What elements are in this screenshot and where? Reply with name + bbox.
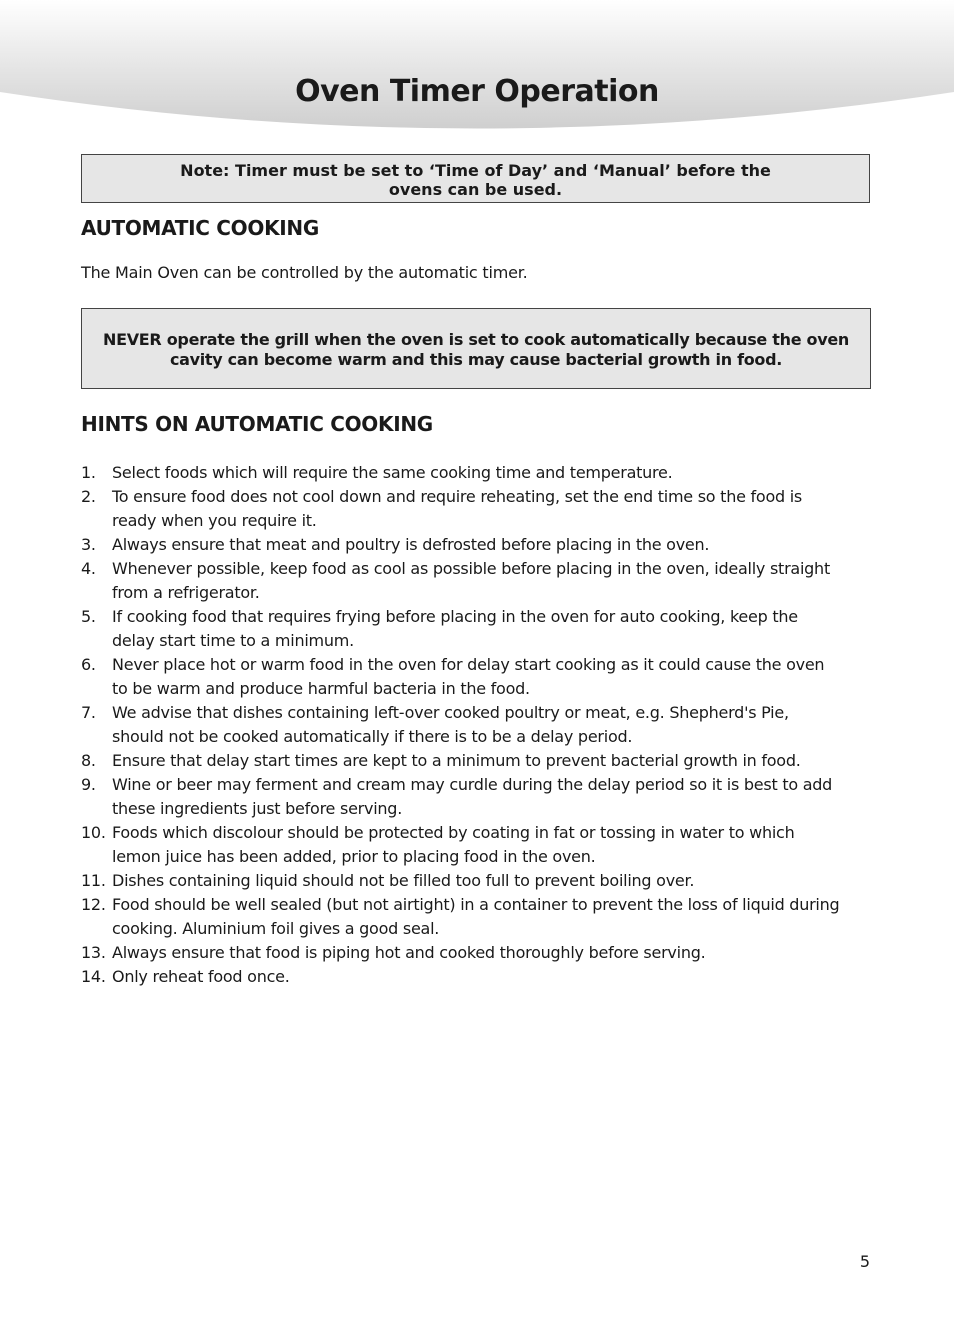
timer-note-text: Note: Timer must be set to ‘Time of Day’ and ‘Manual’ before the ovens can be used. [180, 161, 771, 199]
list-item [81, 533, 841, 557]
list-item-text: Only reheat food once. [112, 967, 290, 986]
list-item-text: Foods which discolour should be protected by coating in fat or tossing in water to which lemon juice has been added, prior to placing food in the oven. [112, 823, 795, 866]
list-item-text: Select foods which will require the same cooking time and temperature. [112, 463, 673, 482]
list-item-number: 5. [81, 607, 96, 626]
list-item-text: We advise that dishes containing left-over cooked poultry or meat, e.g. Shepherd's Pie, should not be cooked automatically if there is to be a delay period. [112, 703, 789, 746]
list-item-text: Whenever possible, keep food as cool as possible before placing in the oven, ideally straight from a refrigerator. [112, 559, 830, 602]
grill-warning-text: NEVER operate the grill when the oven is set to cook automatically because the oven cavity can become warm and this may cause bacterial growth in food. [103, 330, 849, 369]
list-item [81, 653, 841, 701]
list-item [81, 485, 841, 533]
list-item [81, 773, 841, 821]
list-item-number: 2. [81, 487, 96, 506]
list-item-number: 4. [81, 559, 96, 578]
list-item-text: Ensure that delay start times are kept to a minimum to prevent bacterial growth in food. [112, 751, 801, 770]
list-item-number: 11. [81, 871, 106, 890]
list-item [81, 821, 841, 869]
list-item-text: To ensure food does not cool down and require reheating, set the end time so the food is ready when you require it. [112, 487, 802, 530]
timer-note-box [81, 154, 870, 203]
grill-warning-box [81, 308, 871, 389]
list-item [81, 701, 841, 749]
list-item-number: 6. [81, 655, 96, 674]
list-item-number: 10. [81, 823, 106, 842]
list-item-number: 9. [81, 775, 96, 794]
list-item-text: Food should be well sealed (but not airtight) in a container to prevent the loss of liquid during cooking. Aluminium foil gives a good seal. [112, 895, 840, 938]
list-item-number: 1. [81, 463, 96, 482]
list-item-number: 14. [81, 967, 106, 986]
list-item-text: Wine or beer may ferment and cream may curdle during the delay period so it is best to add these ingredients just before serving. [112, 775, 833, 818]
list-item-number: 13. [81, 943, 106, 962]
list-item-text: Always ensure that food is piping hot and cooked thoroughly before serving. [112, 943, 706, 962]
list-item [81, 605, 841, 653]
page-number: 5 [859, 1252, 870, 1271]
list-item-text: Always ensure that meat and poultry is defrosted before placing in the oven. [112, 535, 710, 554]
list-item-number: 3. [81, 535, 96, 554]
page-title: Oven Timer Operation [295, 74, 659, 109]
list-item [81, 461, 841, 485]
list-item-number: 7. [81, 703, 96, 722]
list-item-number: 12. [81, 895, 106, 914]
list-item [81, 941, 841, 965]
header-band [0, 0, 954, 135]
list-item [81, 893, 841, 941]
list-item [81, 557, 841, 605]
automatic-cooking-intro: The Main Oven can be controlled by the automatic timer. [81, 263, 528, 282]
list-item-text: Dishes containing liquid should not be filled too full to prevent boiling over. [112, 871, 695, 890]
list-item [81, 869, 841, 893]
list-item [81, 965, 841, 989]
list-item-number: 8. [81, 751, 96, 770]
list-item-text: Never place hot or warm food in the oven for delay start cooking as it could cause the oven to be warm and produce harmful bacteria in the food. [112, 655, 825, 698]
hints-list [81, 461, 841, 989]
automatic-cooking-heading: AUTOMATIC COOKING [81, 216, 319, 240]
hints-heading: HINTS ON AUTOMATIC COOKING [81, 412, 433, 436]
list-item-text: If cooking food that requires frying before placing in the oven for auto cooking, keep the delay start time to a minimum. [112, 607, 798, 650]
list-item [81, 749, 841, 773]
